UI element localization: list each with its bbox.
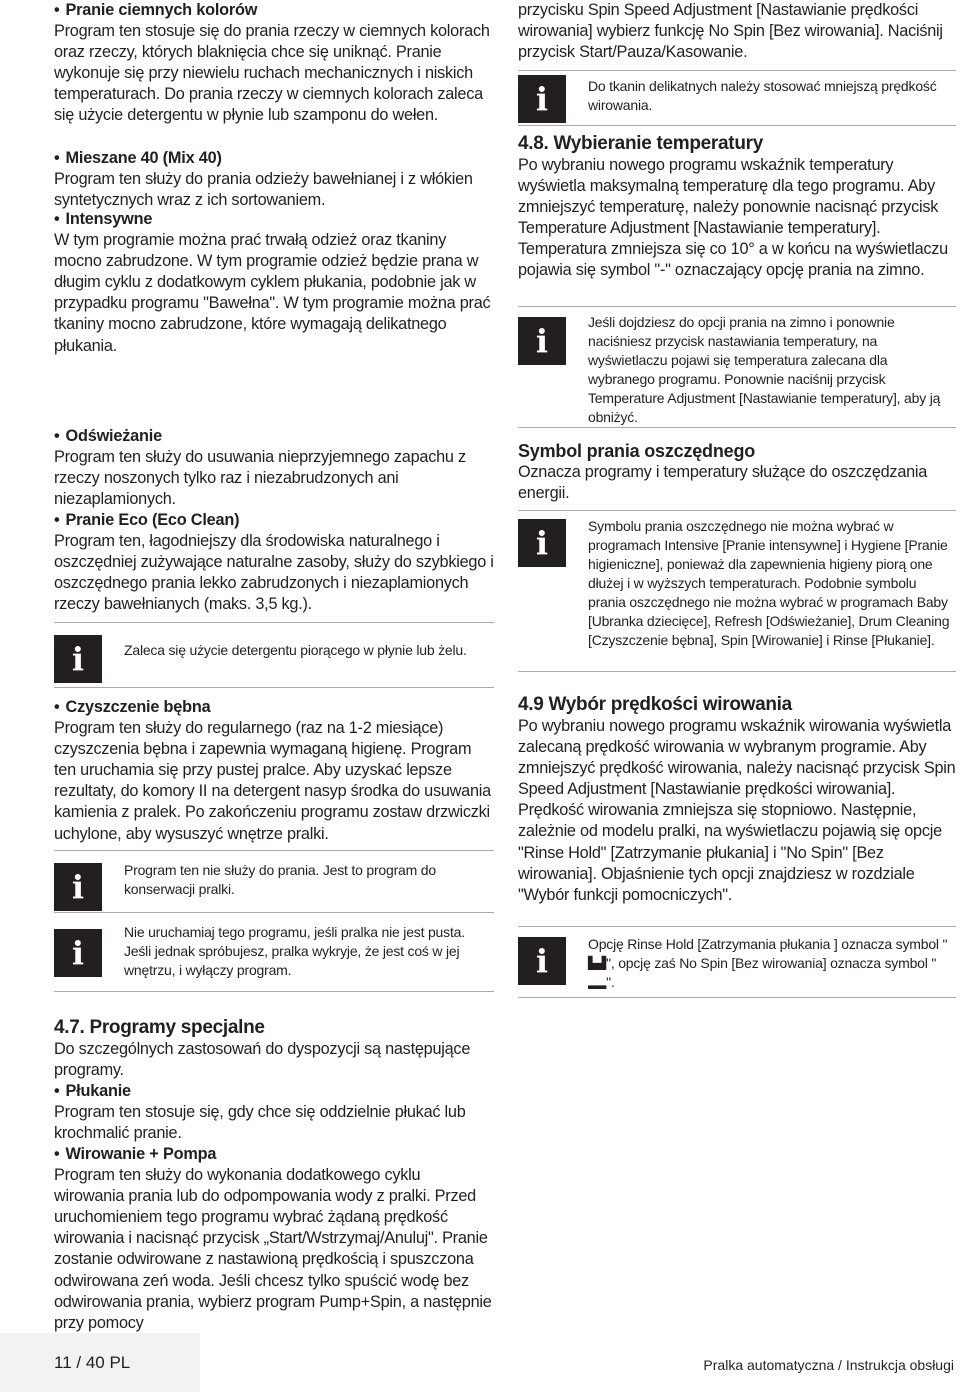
info-icon: i <box>518 519 566 567</box>
info-icon: i <box>54 635 102 683</box>
note-text: Nie uruchamiaj tego programu, jeśli pralka nie jest pusta. Jeśli jednak spróbujesz, pralka wykryje, że jest coś w jej wnętrzu, i wyłączy program. <box>124 924 465 978</box>
program-description: W tym programie można prać trwałą odzież oraz tkaniny mocno zabrudzone. W tym programie odzież będzie prana w długim cyklu z dodatkowym cyklem płukania, podobnie jak w przypadku programu "Bawełna". W tym programie można prać tkaniny mocno zabrudzone, które wymagają delikatnego płukania. <box>54 231 491 355</box>
document-title: Pralka automatyczna / Instrukcja obsługi <box>703 1357 954 1373</box>
program-dark-colors <box>54 0 494 127</box>
program-heading: • Intensywne <box>54 209 494 230</box>
program-description: Program ten stosuje się, gdy chce się oddzielnie płukać lub krochmalić pranie. <box>54 1103 466 1143</box>
program-heading: • Odświeżanie <box>54 426 494 447</box>
no-spin-symbol: ▂▂ <box>588 975 607 989</box>
spin-continued <box>518 0 956 63</box>
rinse-hold-symbol: ▙▟ <box>588 956 607 970</box>
program-mix-40 <box>54 148 494 211</box>
program-description: Program ten służy do prania odzieży bawełnianej i z włókien syntetycznych wraz z ich sortowaniem. <box>54 170 473 210</box>
eco-symbol-section <box>518 441 956 504</box>
program-rinse <box>54 1081 494 1144</box>
program-heading: • Płukanie <box>54 1081 494 1102</box>
info-note <box>518 926 956 998</box>
section-title: 4.7. Programy specjalne <box>54 1017 265 1038</box>
note-text: Program ten nie służy do prania. Jest to program do konserwacji pralki. <box>124 862 436 897</box>
info-note <box>54 912 494 992</box>
info-icon: i <box>518 937 566 985</box>
section-title: 4.8. Wybieranie temperatury <box>518 133 763 154</box>
program-description: Program ten służy do wykonania dodatkowego cyklu wirowania prania lub do odpompowania wody z pralki. Przed uruchomieniem tego programu wybrać żądaną prędkość wirowania i nacisnąć przycisk „Start/Wstrzymaj/Anuluj". Pranie zostanie odwirowane z nastawioną prędkością i spuszczona odwirowana zeń woda. Jeśli chcesz tylko spuścić wodę bez odwirowania prania, wybierz program Pump+Spin, a następnie przy pomocy <box>54 1166 492 1332</box>
section-4-8 <box>518 132 956 282</box>
info-note <box>518 306 956 428</box>
note-text-part: ". <box>606 974 615 990</box>
program-heading: • Mieszane 40 (Mix 40) <box>54 148 494 169</box>
info-icon: i <box>518 75 566 123</box>
page-number: 11 / 40 PL <box>54 1353 131 1372</box>
info-note <box>54 850 494 913</box>
section-body: Oznacza programy i temperatury służące do oszczędzania energii. <box>518 463 928 503</box>
program-intensive <box>54 209 494 357</box>
section-4-7 <box>54 1016 494 1081</box>
section-body: Po wybraniu nowego programu wskaźnik temperatury wyświetla maksymalną temperaturę dla tego programu. Aby zmniejszyć temperaturę, należy ponownie nacisnąć przycisk Temperature Adjustment [Nastawianie temperatury]. Temperatura zmniejsza się co 10° a w końcu na wyświetlaczu pojawia się symbol "-" oznaczający opcję prania na zimno. <box>518 156 948 280</box>
section-intro: Do szczególnych zastosowań do dyspozycji są następujące programy. <box>54 1040 471 1080</box>
section-title: 4.9 Wybór prędkości wirowania <box>518 694 792 715</box>
note-text-part: ", opcję zaś No Spin [Bez wirowania] oznacza symbol " <box>606 955 937 971</box>
program-drum-cleaning <box>54 697 494 845</box>
note-text <box>588 935 952 992</box>
paragraph: przycisku Spin Speed Adjustment [Nastawianie prędkości wirowania] wybierz funkcję No Spin [Bez wirowania]. Naciśnij przycisk Start/Pauza/Kasowanie. <box>518 1 943 62</box>
program-heading: • Pranie Eco (Eco Clean) <box>54 510 494 531</box>
note-text: Symbolu prania oszczędnego nie można wybrać w programach Intensive [Pranie intensywne] i Hygiene [Pranie higieniczne], ponieważ dla zapewnienia higieny piorą one dłużej i w wyższych temperaturach. Podobnie symbolu prania oszczędnego nie można wybrać w programach Baby [Ubranka dziecięce], Refresh [Odświeżanie], Drum Cleaning [Czyszczenie bębna], Spin [Wirowanie] i Rinse [Płukanie]. <box>588 518 950 648</box>
note-text: Jeśli dojdziesz do opcji prania na zimno i ponownie naciśniesz przycisk nastawiania temperatury, na wyświetlaczu pojawi się temperatura zalecana dla wybranego programu. Ponownie naciśnij przycisk Temperature Adjustment [Nastawianie temperatury], aby ją obniżyć. <box>588 314 941 425</box>
info-icon: i <box>54 863 102 911</box>
info-note <box>518 70 956 126</box>
info-note <box>518 510 956 672</box>
info-note <box>54 622 494 688</box>
program-description: Program ten stosuje się do prania rzeczy w ciemnych kolorach oraz rzeczy, których blaknięcia chce się uniknąć. Pranie wykonuje się przy niewielu ruchach mechanicznych i niskich temperaturach. Do prania rzeczy w ciemnych kolorach zaleca się użycie detergentu w płynie lub szamponu do wełen. <box>54 22 490 125</box>
program-heading: • Pranie ciemnych kolorów <box>54 0 494 21</box>
program-refresh <box>54 426 494 510</box>
info-icon: i <box>54 929 102 977</box>
page-footer <box>0 1333 960 1392</box>
section-body: Po wybraniu nowego programu wskaźnik wirowania wyświetla zalecaną prędkość wirowania w wybranym programie. Aby zmniejszyć prędkość wirowania, należy nacisnąć przycisk Spin Speed Adjustment [Nastawianie prędkości wirowania]. Prędkość wirowania zmniejsza się stopniowo. Następnie, zależnie od modelu pralki, na wyświetlaczu pojawią się opcje "Rinse Hold" [Zatrzymanie płukania] i "No Spin" [Bez wirowania]. Objaśnienie tych opcji znajdziesz w rozdziale "Wybór funkcji pomocniczych". <box>518 717 956 904</box>
info-icon: i <box>518 317 566 365</box>
program-heading: • Czyszczenie bębna <box>54 697 494 718</box>
program-eco-clean <box>54 510 494 615</box>
section-4-9 <box>518 693 956 906</box>
program-description: Program ten służy do regularnego (raz na 1-2 miesiące) czyszczenia bębna i zapewnia wymaganą higienę. Program ten uruchamia się przy pustej pralce. Aby uzyskać lepsze rezultaty, do komory II na detergent nasyp środka do usuwania kamienia z pralek. Po zakończeniu programu zostaw drzwiczki uchylone, aby wysuszyć wnętrze pralki. <box>54 719 491 843</box>
program-description: Program ten służy do usuwania nieprzyjemnego zapachu z rzeczy noszonych tylko raz i niezabrudzonych ani niezaplamionych. <box>54 448 466 509</box>
note-text: Do tkanin delikatnych należy stosować mniejszą prędkość wirowania. <box>588 78 937 113</box>
note-text: Zaleca się użycie detergentu piorącego w płynie lub żelu. <box>124 642 467 658</box>
program-spin-pump <box>54 1144 494 1334</box>
section-title: Symbol prania oszczędnego <box>518 441 756 461</box>
program-description: Program ten, łagodniejszy dla środowiska naturalnego i oszczędniej zużywające naturalne zasoby, służy do szybkiego i oszczędnego prania lekko zabrudzonych i niezaplamionych rzeczy bawełnianych (maks. 3,5 kg.). <box>54 532 494 614</box>
note-text-part: Opcję Rinse Hold [Zatrzymania płukania ] oznacza symbol " <box>588 936 948 952</box>
program-heading: • Wirowanie + Pompa <box>54 1144 494 1165</box>
